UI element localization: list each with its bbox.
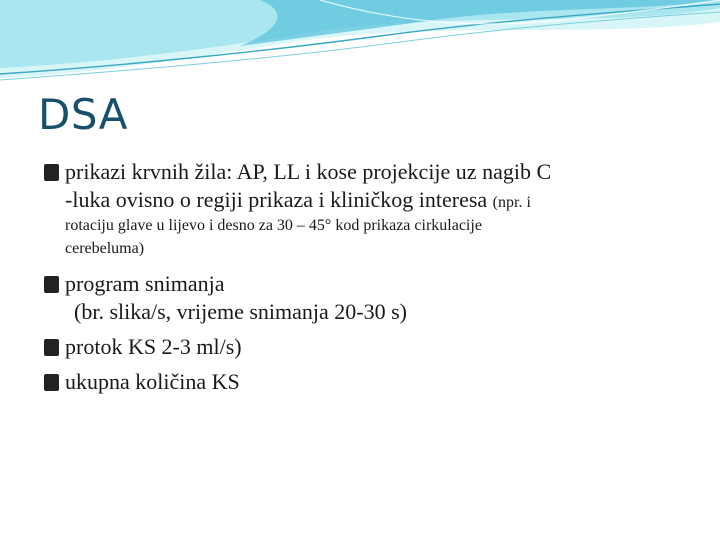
bullet-item-flow (44, 333, 694, 361)
bullet-text-line: ukupna količina KS (65, 369, 240, 394)
missing-glyph-bullet-icon (44, 339, 59, 356)
bullet-item-projections (44, 158, 694, 260)
slide-title: DSA (38, 90, 129, 139)
header-wave-decoration (0, 0, 720, 90)
bullet-text-line: prikazi krvnih žila: AP, LL i kose projekcije uz nagib C (65, 159, 552, 184)
missing-glyph-bullet-icon (44, 374, 59, 391)
bullet-item-total (44, 368, 694, 396)
bullet-text-small: rotaciju glave u lijevo i desno za 30 – 45° kod prikaza cirkulacije (65, 217, 482, 234)
bullet-text-line: (br. slika/s, vrijeme snimanja 20-30 s) (74, 299, 407, 324)
bullet-continuation (44, 186, 694, 214)
bullet-item-program (44, 270, 694, 326)
bullet-text-line: -luka ovisno o regiji prikaza i kliničkog interesa (65, 187, 488, 212)
missing-glyph-bullet-icon (44, 164, 59, 181)
bullet-text-small: cerebeluma) (65, 240, 145, 257)
bullet-text-line: program snimanja (65, 271, 225, 296)
bullet-list (44, 158, 694, 396)
bullet-text-small: (npr. i (492, 194, 531, 211)
bullet-text-line: protok KS 2-3 ml/s) (65, 334, 242, 359)
missing-glyph-bullet-icon (44, 276, 59, 293)
